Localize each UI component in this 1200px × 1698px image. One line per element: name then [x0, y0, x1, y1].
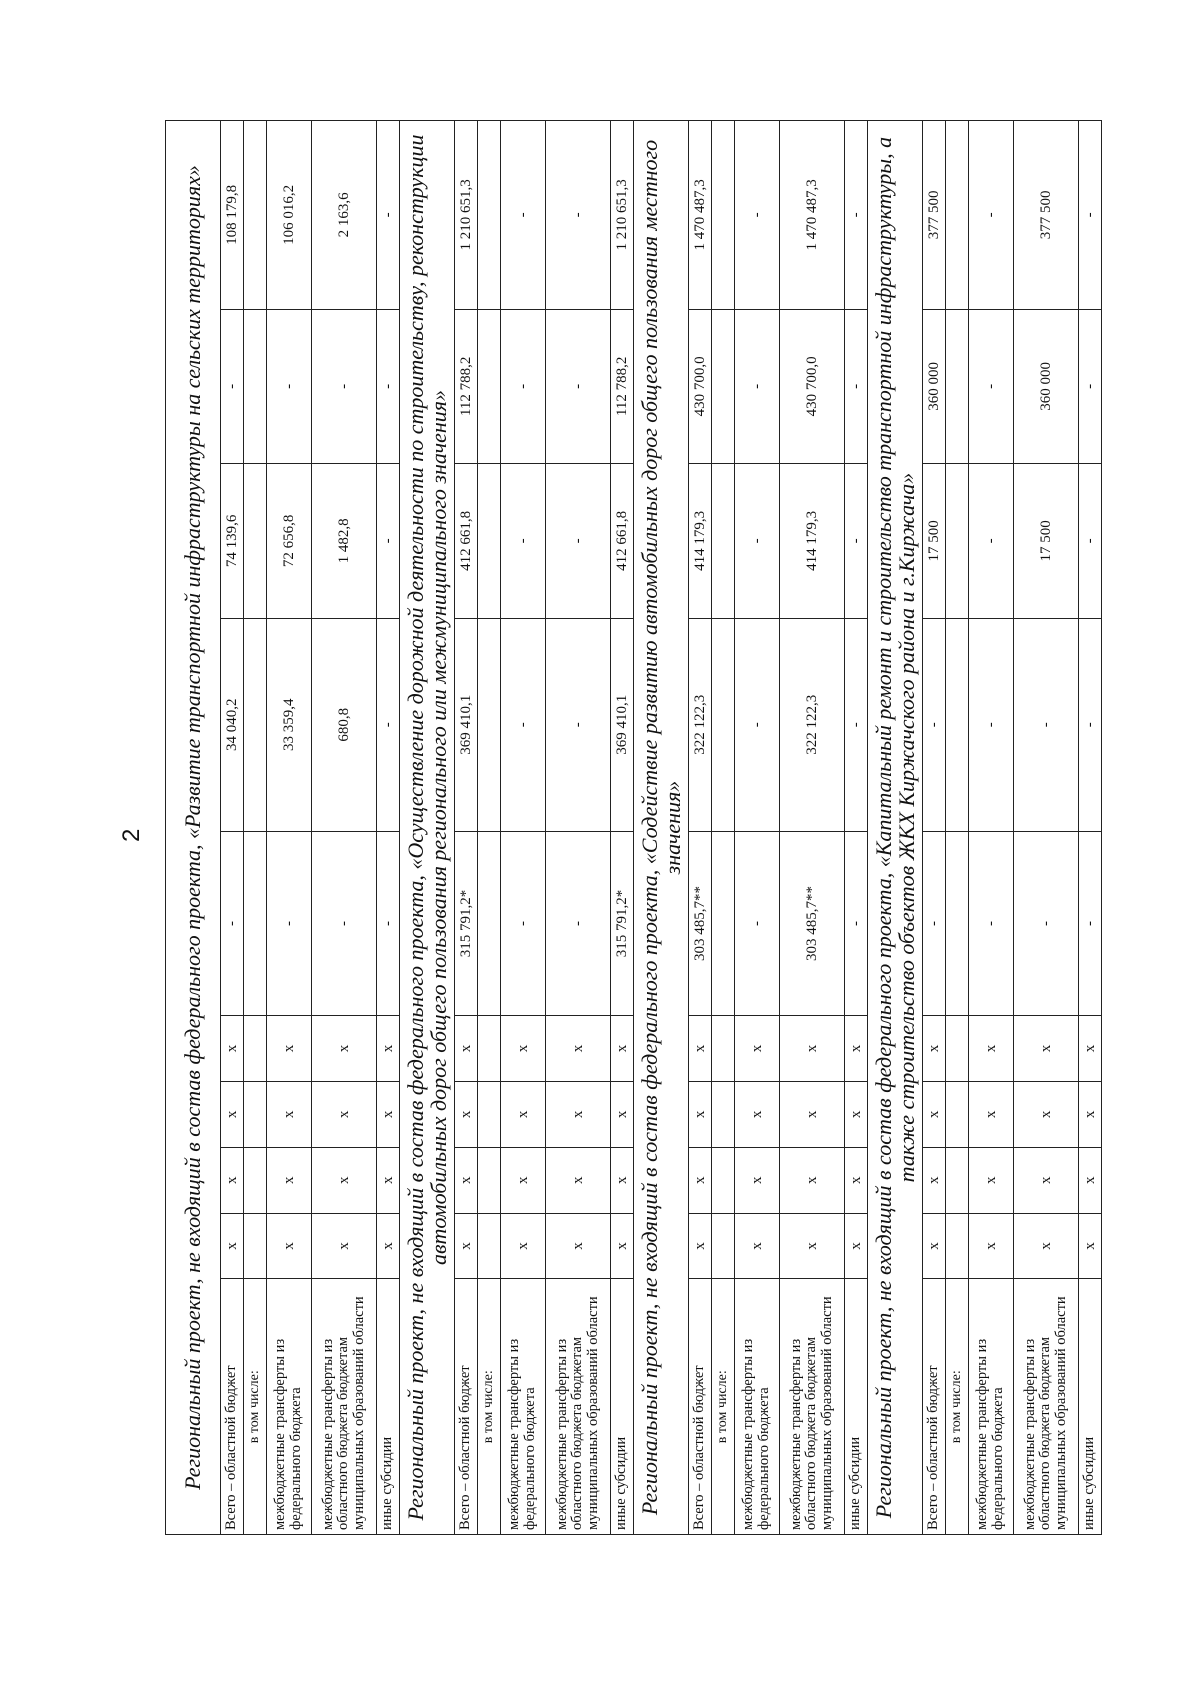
value-cell: 412 661,8: [455, 464, 478, 618]
value-cell: x: [501, 1147, 546, 1213]
value-cell: -: [501, 832, 546, 1016]
value-cell: x: [689, 1016, 712, 1082]
table-row: [312, 121, 377, 1535]
value-cell: x: [923, 1016, 946, 1082]
value-cell: 33 359,4: [267, 618, 312, 832]
value-cell: 377 500: [1014, 121, 1079, 310]
value-cell: 1 482,8: [312, 464, 377, 618]
table-row: [611, 121, 634, 1535]
value-cell: x: [845, 1213, 868, 1279]
value-cell: 34 040,2: [221, 618, 244, 832]
empty-cell: [478, 1081, 501, 1147]
value-cell: x: [780, 1016, 845, 1082]
value-cell: x: [312, 1016, 377, 1082]
value-cell: -: [221, 309, 244, 463]
value-cell: -: [501, 121, 546, 310]
value-cell: -: [845, 618, 868, 832]
value-cell: x: [780, 1213, 845, 1279]
subheading-cell: в том числе:: [712, 1279, 735, 1535]
value-cell: x: [221, 1016, 244, 1082]
empty-cell: [244, 832, 267, 1016]
value-cell: x: [780, 1147, 845, 1213]
value-cell: -: [969, 309, 1014, 463]
section-header-row: [868, 121, 923, 1535]
value-cell: -: [1079, 309, 1102, 463]
value-cell: x: [377, 1016, 400, 1082]
value-cell: 315 791,2*: [611, 832, 634, 1016]
value-cell: -: [377, 464, 400, 618]
value-cell: x: [1014, 1081, 1079, 1147]
empty-cell: [946, 464, 969, 618]
value-cell: x: [1014, 1016, 1079, 1082]
section-header-row: [400, 121, 455, 1535]
empty-cell: [478, 832, 501, 1016]
value-cell: 1 470 487,3: [780, 121, 845, 310]
value-cell: x: [969, 1213, 1014, 1279]
value-cell: 17 500: [923, 464, 946, 618]
empty-cell: [478, 121, 501, 310]
value-cell: x: [1014, 1213, 1079, 1279]
empty-cell: [478, 1213, 501, 1279]
value-cell: x: [611, 1147, 634, 1213]
value-cell: -: [267, 832, 312, 1016]
row-label: Всего – областной бюджет: [221, 1279, 244, 1535]
value-cell: 360 000: [1014, 309, 1079, 463]
section-header-row: [634, 121, 689, 1535]
value-cell: x: [501, 1213, 546, 1279]
value-cell: 108 179,8: [221, 121, 244, 310]
section-header-row: [166, 121, 221, 1535]
empty-cell: [946, 1213, 969, 1279]
value-cell: 430 700,0: [689, 309, 712, 463]
value-cell: x: [923, 1147, 946, 1213]
empty-cell: [244, 1213, 267, 1279]
value-cell: -: [377, 618, 400, 832]
subheading-cell: в том числе:: [244, 1279, 267, 1535]
row-label: межбюджетные трансферты из областного бюджета бюджетам муниципальных образований области: [312, 1279, 377, 1535]
value-cell: x: [455, 1147, 478, 1213]
subheading-cell: в том числе:: [946, 1279, 969, 1535]
row-label: Всего – областной бюджет: [923, 1279, 946, 1535]
table-row: [478, 121, 501, 1535]
empty-cell: [244, 1081, 267, 1147]
value-cell: x: [735, 1147, 780, 1213]
value-cell: -: [546, 618, 611, 832]
value-cell: -: [969, 121, 1014, 310]
table-row: [689, 121, 712, 1535]
value-cell: 1 470 487,3: [689, 121, 712, 310]
value-cell: x: [501, 1081, 546, 1147]
empty-cell: [712, 1081, 735, 1147]
value-cell: -: [377, 832, 400, 1016]
value-cell: x: [923, 1081, 946, 1147]
table-row: [946, 121, 969, 1535]
section-title: Региональный проект, не входящий в состав федерального проекта, «Капитальный ремонт и строительство транспортной инфраструктуры, а также строительство объектов ЖКХ Киржачского района и г.Киржача»: [868, 121, 923, 1535]
table-row: [377, 121, 400, 1535]
empty-cell: [478, 464, 501, 618]
value-cell: x: [1079, 1213, 1102, 1279]
table-row: [969, 121, 1014, 1535]
table-row: [501, 121, 546, 1535]
section-title: Региональный проект, не входящий в состав федерального проекта, «Развитие транспортной инфраструктуры на сельских территориях»: [166, 121, 221, 1535]
value-cell: 1 210 651,3: [455, 121, 478, 310]
empty-cell: [244, 309, 267, 463]
empty-cell: [946, 1147, 969, 1213]
value-cell: -: [267, 309, 312, 463]
value-cell: 106 016,2: [267, 121, 312, 310]
row-label: иные субсидии: [611, 1279, 634, 1535]
page-number: 2: [118, 828, 145, 842]
value-cell: x: [735, 1213, 780, 1279]
row-label: иные субсидии: [1079, 1279, 1102, 1535]
value-cell: x: [611, 1213, 634, 1279]
row-label: межбюджетные трансферты из областного бюджета бюджетам муниципальных образований области: [546, 1279, 611, 1535]
value-cell: x: [969, 1147, 1014, 1213]
rotated-table-frame: [165, 120, 1110, 1535]
value-cell: x: [267, 1016, 312, 1082]
value-cell: 112 788,2: [611, 309, 634, 463]
value-cell: x: [689, 1147, 712, 1213]
value-cell: -: [501, 309, 546, 463]
value-cell: 315 791,2*: [455, 832, 478, 1016]
value-cell: -: [969, 464, 1014, 618]
value-cell: x: [611, 1081, 634, 1147]
empty-cell: [244, 1016, 267, 1082]
value-cell: x: [923, 1213, 946, 1279]
table-row: [923, 121, 946, 1535]
value-cell: -: [501, 464, 546, 618]
value-cell: 360 000: [923, 309, 946, 463]
value-cell: 303 485,7**: [780, 832, 845, 1016]
value-cell: x: [735, 1081, 780, 1147]
value-cell: 369 410,1: [611, 618, 634, 832]
value-cell: x: [1079, 1081, 1102, 1147]
value-cell: -: [969, 832, 1014, 1016]
row-label: межбюджетные трансферты из федерального бюджета: [735, 1279, 780, 1535]
empty-cell: [712, 121, 735, 310]
value-cell: x: [780, 1081, 845, 1147]
value-cell: x: [969, 1016, 1014, 1082]
row-label: межбюджетные трансферты из федерального бюджета: [267, 1279, 312, 1535]
table-row: [712, 121, 735, 1535]
value-cell: -: [1079, 618, 1102, 832]
value-cell: x: [377, 1213, 400, 1279]
table-row: [244, 121, 267, 1535]
value-cell: x: [377, 1081, 400, 1147]
empty-cell: [946, 1016, 969, 1082]
value-cell: -: [845, 309, 868, 463]
value-cell: x: [267, 1147, 312, 1213]
subheading-cell: в том числе:: [478, 1279, 501, 1535]
value-cell: x: [221, 1147, 244, 1213]
empty-cell: [712, 309, 735, 463]
section-title: Региональный проект, не входящий в состав федерального проекта, «Содействие развитию автомобильных дорог общего пользования местного значения»: [634, 121, 689, 1535]
value-cell: -: [735, 309, 780, 463]
section-title: Региональный проект, не входящий в состав федерального проекта, «Осуществление дорожной деятельности по строительству, реконструкции автомобильных дорог общего пользования регионального или межмуниципального значения»: [400, 121, 455, 1535]
row-label: межбюджетные трансферты из федерального бюджета: [501, 1279, 546, 1535]
value-cell: -: [1014, 618, 1079, 832]
value-cell: x: [312, 1147, 377, 1213]
value-cell: 369 410,1: [455, 618, 478, 832]
value-cell: -: [923, 832, 946, 1016]
table-row: [735, 121, 780, 1535]
row-label: Всего – областной бюджет: [689, 1279, 712, 1535]
value-cell: x: [377, 1147, 400, 1213]
empty-cell: [946, 121, 969, 310]
value-cell: 377 500: [923, 121, 946, 310]
empty-cell: [946, 832, 969, 1016]
empty-cell: [244, 121, 267, 310]
value-cell: 112 788,2: [455, 309, 478, 463]
value-cell: -: [377, 121, 400, 310]
value-cell: 322 122,3: [780, 618, 845, 832]
value-cell: x: [267, 1081, 312, 1147]
value-cell: 430 700,0: [780, 309, 845, 463]
value-cell: -: [1079, 464, 1102, 618]
value-cell: 680,8: [312, 618, 377, 832]
value-cell: x: [969, 1081, 1014, 1147]
empty-cell: [478, 1147, 501, 1213]
value-cell: 303 485,7**: [689, 832, 712, 1016]
row-label: иные субсидии: [845, 1279, 868, 1535]
table-row: [221, 121, 244, 1535]
value-cell: -: [377, 309, 400, 463]
value-cell: x: [267, 1213, 312, 1279]
empty-cell: [946, 1081, 969, 1147]
value-cell: x: [845, 1147, 868, 1213]
value-cell: x: [455, 1016, 478, 1082]
empty-cell: [244, 1147, 267, 1213]
value-cell: -: [312, 309, 377, 463]
value-cell: 412 661,8: [611, 464, 634, 618]
row-label: Всего – областной бюджет: [455, 1279, 478, 1535]
value-cell: 414 179,3: [780, 464, 845, 618]
table-row: [546, 121, 611, 1535]
value-cell: -: [312, 832, 377, 1016]
value-cell: -: [845, 832, 868, 1016]
value-cell: x: [1079, 1147, 1102, 1213]
table-row: [1079, 121, 1102, 1535]
value-cell: -: [735, 618, 780, 832]
value-cell: x: [845, 1081, 868, 1147]
empty-cell: [712, 1213, 735, 1279]
empty-cell: [712, 1147, 735, 1213]
value-cell: x: [221, 1213, 244, 1279]
value-cell: x: [312, 1213, 377, 1279]
value-cell: -: [221, 832, 244, 1016]
value-cell: 72 656,8: [267, 464, 312, 618]
empty-cell: [478, 309, 501, 463]
value-cell: 17 500: [1014, 464, 1079, 618]
empty-cell: [712, 464, 735, 618]
value-cell: x: [689, 1213, 712, 1279]
value-cell: x: [735, 1016, 780, 1082]
value-cell: -: [845, 464, 868, 618]
value-cell: -: [546, 309, 611, 463]
value-cell: x: [455, 1213, 478, 1279]
value-cell: 414 179,3: [689, 464, 712, 618]
empty-cell: [244, 464, 267, 618]
value-cell: 2 163,6: [312, 121, 377, 310]
row-label: межбюджетные трансферты из областного бюджета бюджетам муниципальных образований области: [780, 1279, 845, 1535]
table-row: [1014, 121, 1079, 1535]
value-cell: -: [735, 121, 780, 310]
value-cell: 1 210 651,3: [611, 121, 634, 310]
value-cell: -: [1079, 121, 1102, 310]
value-cell: x: [1079, 1016, 1102, 1082]
table-row: [455, 121, 478, 1535]
empty-cell: [712, 1016, 735, 1082]
value-cell: x: [455, 1081, 478, 1147]
value-cell: 322 122,3: [689, 618, 712, 832]
value-cell: x: [845, 1016, 868, 1082]
table-row: [780, 121, 845, 1535]
value-cell: -: [1014, 832, 1079, 1016]
value-cell: -: [546, 832, 611, 1016]
value-cell: -: [501, 618, 546, 832]
budget-table: [165, 120, 1102, 1535]
value-cell: x: [221, 1081, 244, 1147]
empty-cell: [712, 832, 735, 1016]
empty-cell: [946, 618, 969, 832]
empty-cell: [712, 618, 735, 832]
value-cell: 74 139,6: [221, 464, 244, 618]
value-cell: x: [312, 1081, 377, 1147]
table-row: [845, 121, 868, 1535]
empty-cell: [946, 309, 969, 463]
row-label: межбюджетные трансферты из федерального бюджета: [969, 1279, 1014, 1535]
table-row: [267, 121, 312, 1535]
value-cell: x: [546, 1081, 611, 1147]
value-cell: -: [969, 618, 1014, 832]
value-cell: x: [546, 1147, 611, 1213]
row-label: межбюджетные трансферты из областного бюджета бюджетам муниципальных образований области: [1014, 1279, 1079, 1535]
value-cell: -: [546, 464, 611, 618]
value-cell: -: [923, 618, 946, 832]
value-cell: -: [845, 121, 868, 310]
empty-cell: [244, 618, 267, 832]
value-cell: -: [546, 121, 611, 310]
value-cell: x: [501, 1016, 546, 1082]
value-cell: -: [1079, 832, 1102, 1016]
value-cell: x: [689, 1081, 712, 1147]
value-cell: -: [735, 832, 780, 1016]
value-cell: x: [611, 1016, 634, 1082]
row-label: иные субсидии: [377, 1279, 400, 1535]
value-cell: x: [546, 1016, 611, 1082]
value-cell: x: [1014, 1147, 1079, 1213]
value-cell: x: [546, 1213, 611, 1279]
empty-cell: [478, 1016, 501, 1082]
value-cell: -: [735, 464, 780, 618]
empty-cell: [478, 618, 501, 832]
